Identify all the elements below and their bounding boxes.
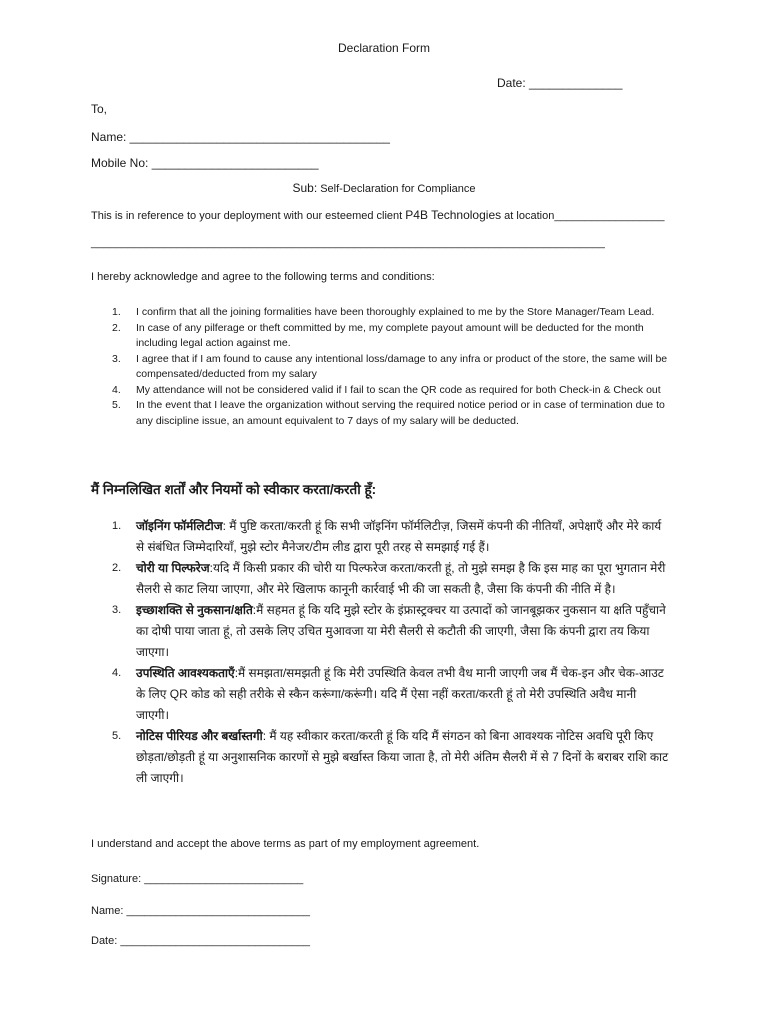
hindi-heading: मैं निम्नलिखित शर्तों और नियमों को स्वीकार करता/करती हूँ: (91, 482, 377, 497)
signatory-name-field: Name: ______________________________ (91, 905, 310, 917)
term-hi-title: नोटिस पीरियड और बर्खास्तगी (136, 729, 263, 743)
term-hi-item (112, 516, 672, 558)
location-continuation-line: ____________________________________________________________________________________ (91, 237, 605, 249)
subject-line (0, 181, 768, 195)
reference-text-before: This is in reference to your deployment with our esteemed client (91, 210, 406, 222)
client-name: P4B Technologies (405, 208, 502, 222)
addressee-to: To, (91, 102, 108, 116)
term-hi-text: : मैं पुष्टि करता/करती हूं कि सभी जॉइनिंग फॉर्मलिटीज़, जिसमें कंपनी की नीतियाँ, अपेक्षाएँ और मेरे कार्य से संबंधित जिम्मेदारियाँ, मुझे स्टोर मैनेजर/टीम लीड द्वारा पूरी तरह से समझाई गई हैं। (136, 519, 662, 554)
term-en-item (112, 398, 672, 429)
term-en-text: In case of any pilferage or theft committed by me, my complete payout amount will be deducted for the month including legal action against me. (136, 321, 644, 349)
term-en-text: I confirm that all the joining formalities have been thoroughly explained to me by the Store Manager/Team Lead. (136, 306, 655, 318)
signature-date-field: Date: _______________________________ (91, 935, 310, 947)
mobile-field: Mobile No: _________________________ (91, 156, 319, 170)
form-title: Declaration Form (337, 41, 431, 55)
term-hi-text: :मैं सहमत हूं कि यदि मुझे स्टोर के इंफ्रास्ट्रक्चर या उत्पादों को जानबूझकर नुकसान या क्षति पहुँचाने का दोषी पाया जाता हूं, तो उसके लिए उचित मुआवजा या मेरी सैलरी से कटौती की जाएगी, जैसा कि कंपनी द्वारा तय किया जाएगा। (136, 603, 666, 659)
term-en-number: 3. (112, 352, 121, 365)
term-hi-number: 3. (112, 604, 122, 616)
term-hi-text: :यदि मैं किसी प्रकार की चोरी या पिल्फरेज करता/करती हूं, तो मुझे समझ है कि इस माह का पूरा भुगतान मेरी सैलरी से काट लिया जाएगा, और मेरे खिलाफ कानूनी कार्रवाई भी की जा सकती है, जैसा कि कंपनी की नीति में है। (136, 561, 666, 596)
term-en-number: 4. (112, 383, 121, 396)
subject-label: Sub: (292, 181, 318, 195)
term-hi-item (112, 663, 672, 726)
date-field-top: Date: ______________ (497, 76, 623, 90)
term-en-number: 2. (112, 321, 121, 334)
term-en-item (112, 321, 672, 352)
subject-text: Self-Declaration for Compliance (317, 183, 476, 195)
term-hi-title: चोरी या पिल्फरेज (136, 561, 210, 575)
reference-text-after: at location__________________ (501, 210, 665, 222)
term-en-text: I agree that if I am found to cause any intentional loss/damage to any infra or product of the store, the same will be compensated/deducted from my salary (136, 352, 668, 380)
term-hi-number: 5. (112, 730, 122, 742)
name-field: Name: _______________________________________ (91, 130, 390, 144)
term-hi-title: इच्छाशक्ति से नुकसान/क्षति (136, 603, 253, 617)
term-en-item (112, 305, 672, 321)
term-hi-title: जॉइनिंग फॉर्मलिटीज (136, 519, 223, 533)
term-en-item (112, 352, 672, 383)
term-hi-item (112, 600, 672, 663)
term-hi-item (112, 558, 672, 600)
term-hi-title: उपस्थिति आवश्यकताएँ (136, 666, 235, 680)
english-terms-list (112, 305, 672, 429)
term-en-text: In the event that I leave the organization without serving the required notice period or in case of termination due to any discipline issue, an amount equivalent to 7 days of my salary will be deducted. (136, 399, 665, 427)
term-hi-number: 1. (112, 520, 122, 532)
term-hi-item (112, 726, 672, 789)
term-hi-text: :मैं समझता/समझती हूं कि मेरी उपस्थिति केवल तभी वैध मानी जाएगी जब मैं चेक-इन और चेक-आउट के लिए QR कोड को सही तरीके से स्कैन करूंगा/करूंगी। यदि मैं ऐसा नहीं करता/करती हूं तो मेरी उपस्थिति अवैध मानी जाएगी। (136, 666, 664, 722)
term-hi-number: 4. (112, 667, 122, 679)
reference-paragraph (91, 208, 664, 222)
term-en-number: 5. (112, 399, 121, 411)
hindi-terms-list (112, 516, 672, 789)
term-en-text: My attendance will not be considered valid if I fail to scan the QR code as required for both Check-in & Check out (136, 383, 661, 396)
term-hi-number: 2. (112, 562, 122, 574)
term-hi-text: : मैं यह स्वीकार करता/करती हूं कि यदि मैं संगठन को बिना आवश्यक नोटिस अवधि पूरी किए छोड़ता/छोड़ती हूं या अनुशासनिक कारणों से मुझे बर्खास्त किया जाता है, तो मेरी अंतिम सैलरी में से 7 दिनों के बराबर राशि काट ली जाएगी। (136, 729, 669, 785)
term-en-number: 1. (112, 306, 121, 318)
acknowledgement-text: I hereby acknowledge and agree to the following terms and conditions: (91, 271, 435, 283)
acceptance-statement: I understand and accept the above terms as part of my employment agreement. (91, 838, 480, 850)
term-en-item (112, 383, 672, 399)
signature-field: Signature: __________________________ (91, 873, 304, 885)
